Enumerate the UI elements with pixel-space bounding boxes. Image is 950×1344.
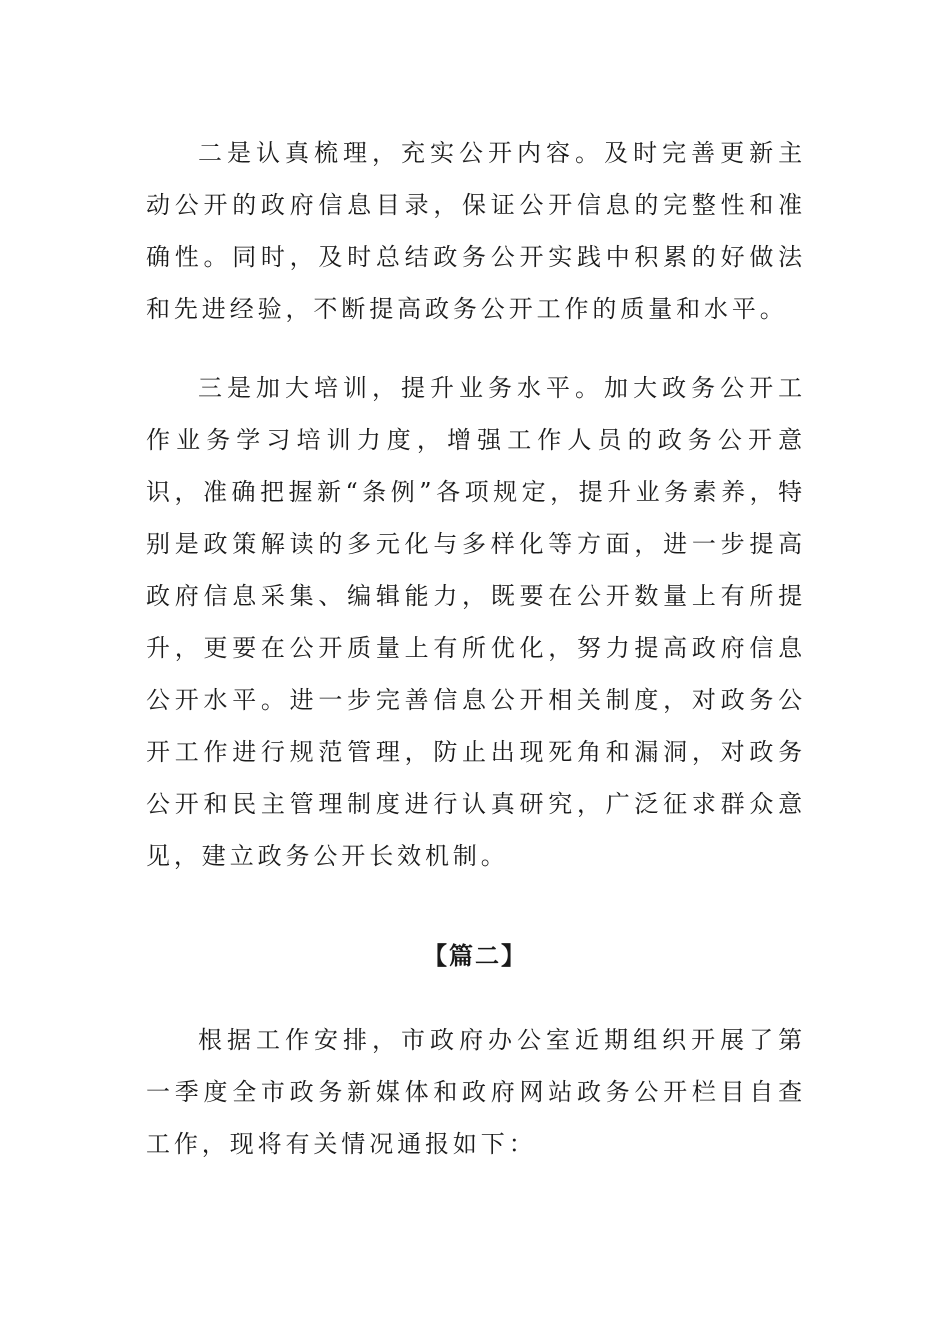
paragraph-training-business: 三是加大培训，提升业务水平。加大政务公开工作业务学习培训力度，增强工作人员的政务公开意识，准确把握新“条例”各项规定，提升业务素养，特别是政策解读的多元化与多样化等方面，进一步提高政府信息采集、编辑能力，既要在公开数量上有所提升，更要在公开质量上有所优化，努力提高政府信息公开水平。进一步完善信息公开相关制度，对政务公开工作进行规范管理，防止出现死角和漏洞，对政务公开和民主管理制度进行认真研究，广泛征求群众意见，建立政务公开长效机制。 — [146, 374, 806, 870]
paragraph-training-content: 二是认真梳理，充实公开内容。及时完善更新主动公开的政府信息目录，保证公开信息的完整性和准确性。同时，及时总结政务公开实践中积累的好做法和先进经验，不断提高政务公开工作的质量和水平。 — [146, 139, 806, 323]
paragraph-notice-intro: 根据工作安排，市政府办公室近期组织开展了第一季度全市政务新媒体和政府网站政务公开栏目自查工作，现将有关情况通报如下： — [146, 1026, 806, 1158]
section-heading: 【篇二】 — [423, 941, 527, 970]
